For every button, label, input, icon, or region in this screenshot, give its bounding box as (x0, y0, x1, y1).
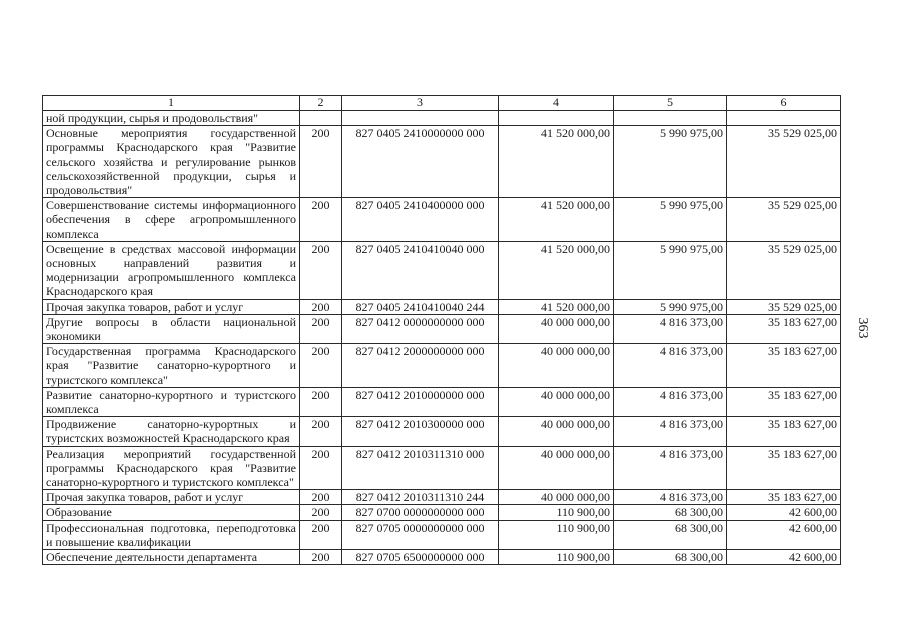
row-name-cell: ной продукции, сырья и продовольствия" (43, 111, 300, 126)
row-amount-approved-cell: 40 000 000,00 (499, 417, 614, 446)
row-kbk-cell: 827 0705 0000000000 000 (342, 520, 499, 549)
row-amount-remaining-cell: 35 183 627,00 (727, 417, 841, 446)
row-name-cell: Государственная программа Краснодарского края "Развитие санаторно-курортного и туристского комплекса" (43, 344, 300, 388)
table-row (43, 241, 841, 299)
column-number-3: 3 (342, 96, 499, 111)
row-amount-remaining-cell: 35 183 627,00 (727, 446, 841, 490)
column-number-2: 2 (300, 96, 342, 111)
row-code-cell: 200 (300, 126, 342, 198)
row-amount-approved-cell: 40 000 000,00 (499, 387, 614, 416)
row-amount-executed-cell: 5 990 975,00 (614, 126, 727, 198)
row-code-cell: 200 (300, 520, 342, 549)
row-name-cell: Освещение в средствах массовой информации основных направлений развития и модернизации агропромышленного комплекса Краснодарского края (43, 241, 300, 299)
column-number-5: 5 (614, 96, 727, 111)
budget-table (42, 95, 841, 565)
row-kbk-cell: 827 0405 2410000000 000 (342, 126, 499, 198)
row-amount-executed-cell: 4 816 373,00 (614, 490, 727, 505)
row-kbk-cell: 827 0412 2010311310 244 (342, 490, 499, 505)
row-amount-executed-cell: 5 990 975,00 (614, 198, 727, 242)
row-amount-executed-cell: 68 300,00 (614, 550, 727, 565)
row-name-cell: Совершенствование системы информационного обеспечения в сфере агропромышленного комплекса (43, 198, 300, 242)
column-number-row (43, 96, 841, 111)
row-amount-remaining-cell: 35 183 627,00 (727, 344, 841, 388)
row-code-cell: 200 (300, 241, 342, 299)
row-amount-approved-cell: 41 520 000,00 (499, 241, 614, 299)
table-row (43, 111, 841, 126)
row-code-cell: 200 (300, 505, 342, 520)
table-row (43, 299, 841, 314)
row-name-cell: Продвижение санаторно-курортных и туристских возможностей Краснодарского края (43, 417, 300, 446)
table-row (43, 417, 841, 446)
row-kbk-cell: 827 0412 0000000000 000 (342, 314, 499, 343)
row-amount-approved-cell: 41 520 000,00 (499, 126, 614, 198)
row-amount-approved-cell: 40 000 000,00 (499, 344, 614, 388)
row-code-cell: 200 (300, 446, 342, 490)
row-kbk-cell: 827 0405 2410400000 000 (342, 198, 499, 242)
row-amount-executed-cell: 5 990 975,00 (614, 299, 727, 314)
row-amount-executed-cell: 5 990 975,00 (614, 241, 727, 299)
row-kbk-cell: 827 0412 2000000000 000 (342, 344, 499, 388)
row-amount-approved-cell: 110 900,00 (499, 550, 614, 565)
table-row (43, 198, 841, 242)
row-amount-approved-cell: 41 520 000,00 (499, 299, 614, 314)
table-row (43, 505, 841, 520)
row-amount-remaining-cell: 42 600,00 (727, 550, 841, 565)
row-kbk-cell: 827 0705 6500000000 000 (342, 550, 499, 565)
row-code-cell: 200 (300, 490, 342, 505)
row-name-cell: Обеспечение деятельности департамента (43, 550, 300, 565)
row-name-cell: Прочая закупка товаров, работ и услуг (43, 299, 300, 314)
row-amount-remaining-cell: 42 600,00 (727, 520, 841, 549)
row-code-cell: 200 (300, 387, 342, 416)
row-code-cell: 200 (300, 198, 342, 242)
row-amount-approved-cell: 40 000 000,00 (499, 314, 614, 343)
table-row (43, 550, 841, 565)
column-number-1: 1 (43, 96, 300, 111)
page-number: 363 (855, 317, 870, 339)
row-amount-executed-cell: 4 816 373,00 (614, 387, 727, 416)
row-amount-remaining-cell: 35 183 627,00 (727, 387, 841, 416)
row-name-cell: Образование (43, 505, 300, 520)
row-amount-executed-cell: 4 816 373,00 (614, 417, 727, 446)
row-kbk-cell: 827 0405 2410410040 000 (342, 241, 499, 299)
row-amount-executed-cell: 68 300,00 (614, 505, 727, 520)
table-row (43, 446, 841, 490)
row-name-cell: Основные мероприятия государственной программы Краснодарского края "Развитие сельского хозяйства и регулирование рынков сельскохозяйственной продукции, сырья и продовольствия" (43, 126, 300, 198)
row-code-cell (300, 111, 342, 126)
column-number-4: 4 (499, 96, 614, 111)
table-row (43, 344, 841, 388)
table-row (43, 387, 841, 416)
row-amount-remaining-cell: 35 529 025,00 (727, 198, 841, 242)
row-amount-approved-cell: 40 000 000,00 (499, 446, 614, 490)
row-amount-executed-cell: 4 816 373,00 (614, 344, 727, 388)
row-code-cell: 200 (300, 550, 342, 565)
row-amount-executed-cell: 68 300,00 (614, 520, 727, 549)
row-name-cell: Прочая закупка товаров, работ и услуг (43, 490, 300, 505)
row-kbk-cell: 827 0412 2010000000 000 (342, 387, 499, 416)
row-amount-remaining-cell: 35 183 627,00 (727, 490, 841, 505)
row-kbk-cell: 827 0412 2010300000 000 (342, 417, 499, 446)
row-amount-approved-cell: 41 520 000,00 (499, 198, 614, 242)
row-name-cell: Реализация мероприятий государственной программы Краснодарского края "Развитие санаторно-курортного и туристского комплекса" (43, 446, 300, 490)
budget-table-body (43, 96, 841, 565)
row-code-cell: 200 (300, 344, 342, 388)
row-code-cell: 200 (300, 314, 342, 343)
row-amount-approved-cell (499, 111, 614, 126)
row-name-cell: Другие вопросы в области национальной экономики (43, 314, 300, 343)
row-name-cell: Профессиональная подготовка, переподготовка и повышение квалификации (43, 520, 300, 549)
row-code-cell: 200 (300, 417, 342, 446)
row-amount-executed-cell: 4 816 373,00 (614, 314, 727, 343)
row-name-cell: Развитие санаторно-курортного и туристского комплекса (43, 387, 300, 416)
row-amount-executed-cell: 4 816 373,00 (614, 446, 727, 490)
column-number-6: 6 (727, 96, 841, 111)
table-row (43, 490, 841, 505)
row-kbk-cell (342, 111, 499, 126)
row-code-cell: 200 (300, 299, 342, 314)
row-amount-approved-cell: 40 000 000,00 (499, 490, 614, 505)
row-amount-remaining-cell: 42 600,00 (727, 505, 841, 520)
row-amount-remaining-cell: 35 529 025,00 (727, 126, 841, 198)
row-kbk-cell: 827 0405 2410410040 244 (342, 299, 499, 314)
row-amount-remaining-cell: 35 529 025,00 (727, 241, 841, 299)
row-kbk-cell: 827 0412 2010311310 000 (342, 446, 499, 490)
row-amount-approved-cell: 110 900,00 (499, 520, 614, 549)
table-row (43, 520, 841, 549)
row-amount-executed-cell (614, 111, 727, 126)
table-row (43, 126, 841, 198)
row-amount-remaining-cell: 35 529 025,00 (727, 299, 841, 314)
row-amount-remaining-cell: 35 183 627,00 (727, 314, 841, 343)
row-amount-approved-cell: 110 900,00 (499, 505, 614, 520)
row-amount-remaining-cell (727, 111, 841, 126)
row-kbk-cell: 827 0700 0000000000 000 (342, 505, 499, 520)
table-row (43, 314, 841, 343)
